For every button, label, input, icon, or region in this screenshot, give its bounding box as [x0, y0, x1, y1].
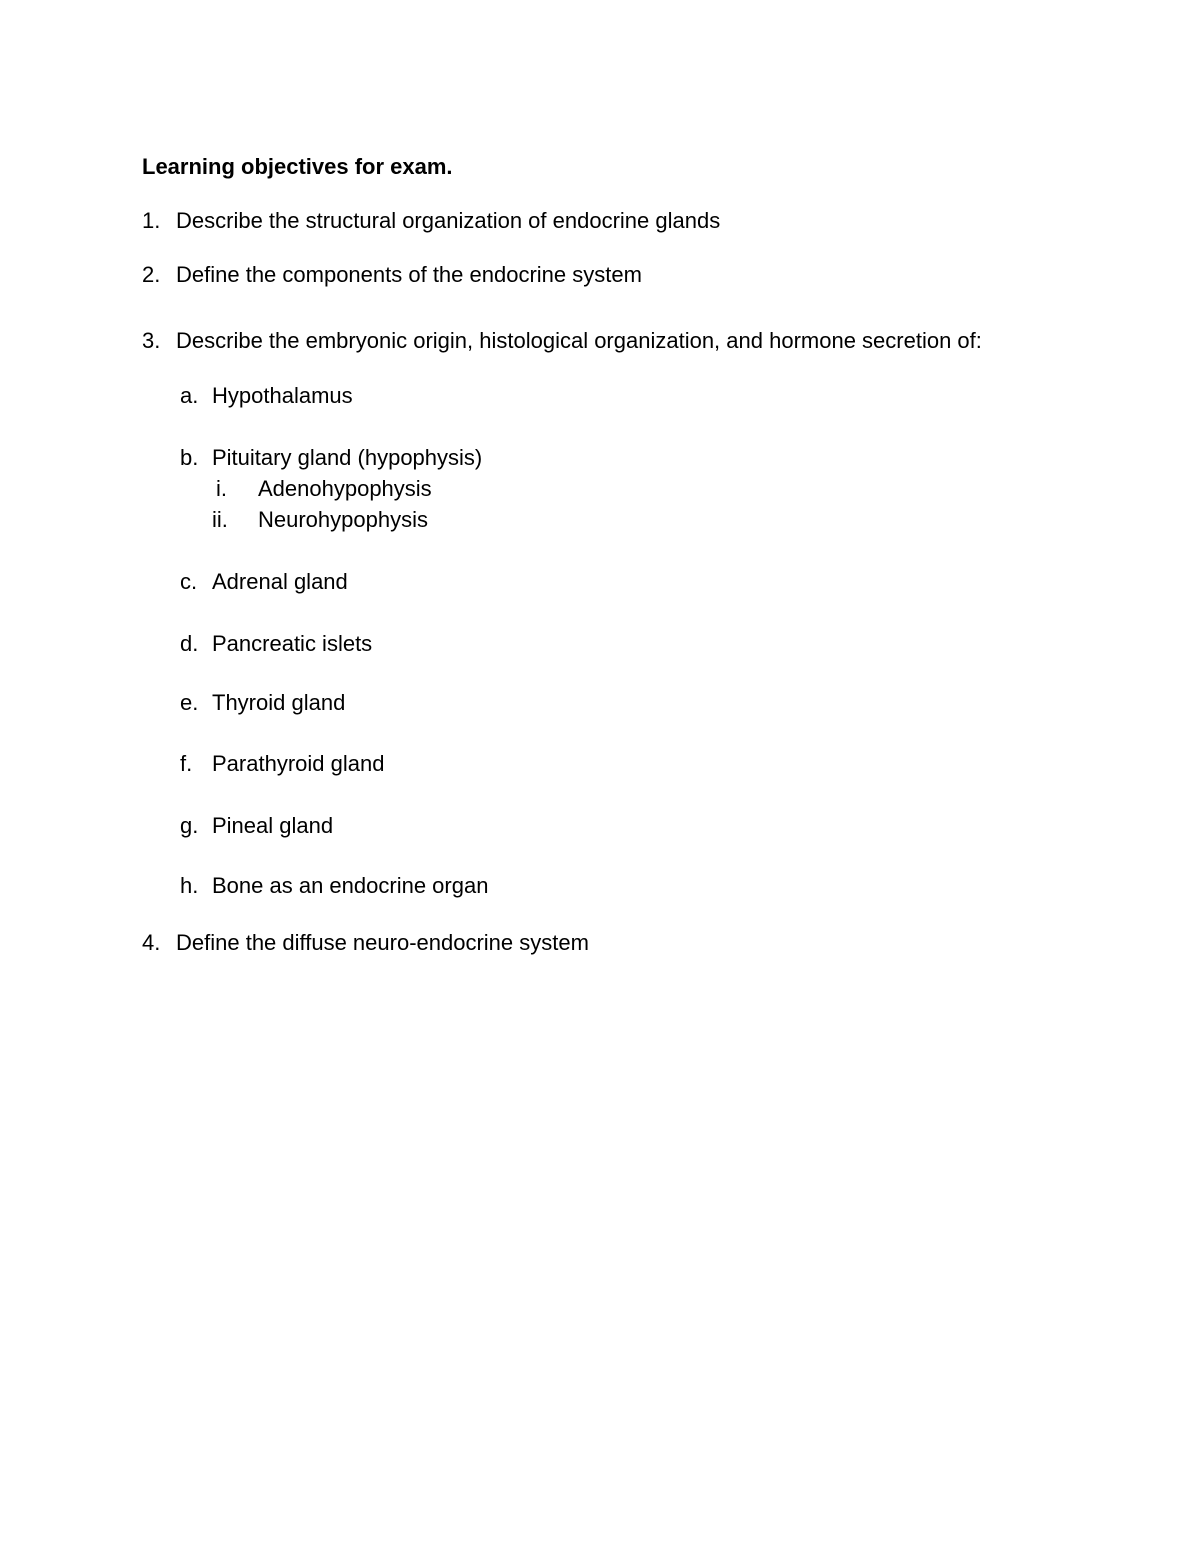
sub-item-letter: c.	[180, 569, 198, 594]
objective-number: 4.	[142, 930, 161, 955]
sub-sub-item-text: Adenohypophysis	[258, 476, 432, 501]
sub-sub-item-numeral: i.	[216, 476, 227, 501]
objective-number: 1.	[142, 208, 161, 233]
sub-item-text: Pituitary gland (hypophysis)	[212, 445, 483, 470]
objective-text: Describe the embryonic origin, histological organization, and hormone secretion of:	[176, 328, 982, 353]
sub-item-text: Pancreatic islets	[212, 631, 373, 656]
sub-item-letter: a.	[180, 383, 199, 408]
sub-item-letter: h.	[180, 873, 199, 898]
sub-item-letter: d.	[180, 631, 199, 656]
sub-item-text: Bone as an endocrine organ	[212, 873, 489, 898]
sub-item-letter: f.	[180, 751, 193, 776]
sub-item-letter: b.	[180, 445, 199, 470]
sub-item-text: Hypothalamus	[212, 383, 353, 408]
sub-sub-item-numeral: ii.	[212, 507, 228, 532]
document-title: Learning objectives for exam.	[142, 154, 453, 179]
objective-text: Define the diffuse neuro-endocrine system	[176, 930, 589, 955]
sub-item-text: Pineal gland	[212, 813, 334, 838]
sub-item-text: Parathyroid gland	[212, 751, 385, 776]
objective-number: 2.	[142, 262, 161, 287]
objective-text: Describe the structural organization of endocrine glands	[176, 208, 721, 233]
objective-number: 3.	[142, 328, 161, 353]
sub-item-letter: e.	[180, 690, 199, 715]
sub-sub-item-text: Neurohypophysis	[258, 507, 428, 532]
sub-item-text: Adrenal gland	[212, 569, 348, 594]
sub-item-letter: g.	[180, 813, 199, 838]
objective-text: Define the components of the endocrine system	[176, 262, 642, 287]
sub-item-text: Thyroid gland	[212, 690, 346, 715]
